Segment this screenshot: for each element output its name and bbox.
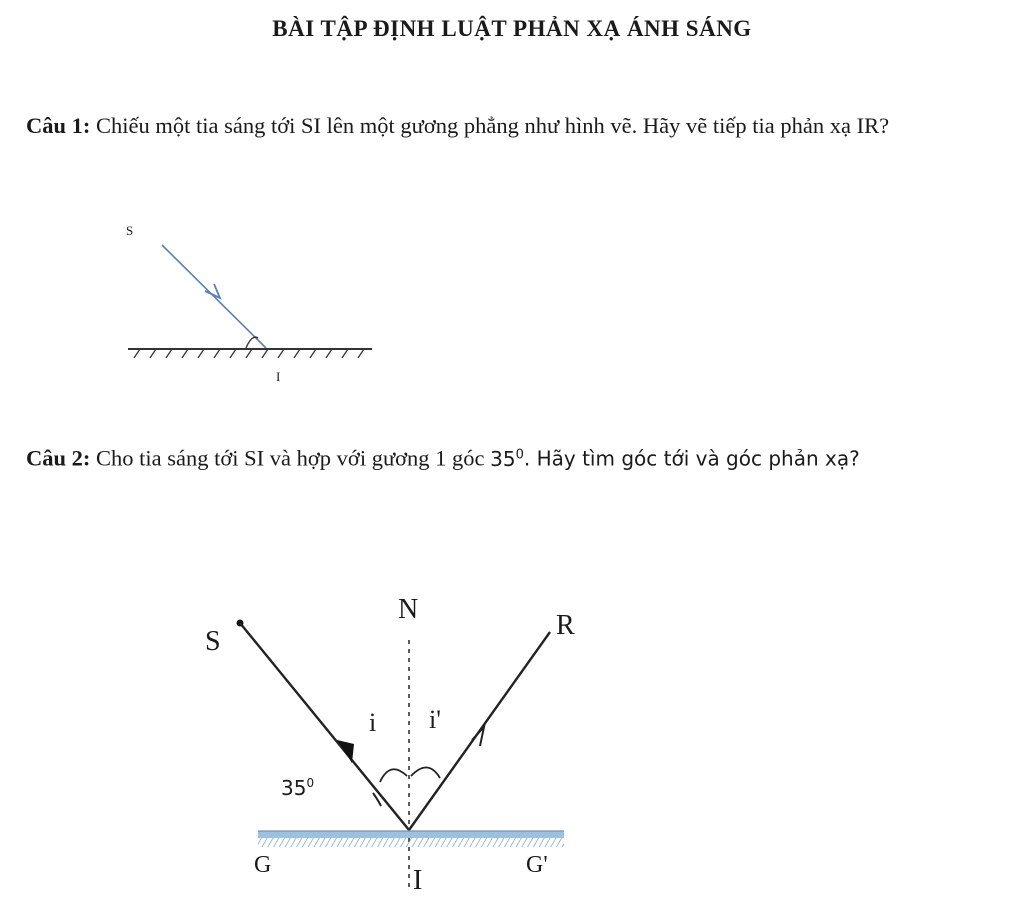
fig1-point-s-label: S [126,223,134,238]
page-title: BÀI TẬP ĐỊNH LUẬT PHẢN XẠ ÁNH SÁNG [272,16,752,41]
question-2-text-after: . Hãy tìm góc tới và góc phản xạ? [523,446,860,471]
fig2-mirror-hatching [258,838,564,847]
question-2-angle-value: 35 [490,446,516,471]
fig2-point-i-label: I [413,865,423,896]
fig2-point-s-label: S [205,626,221,657]
fig2-point-r-label: R [556,610,575,641]
fig2-mirror-surface [258,831,564,838]
question-2-text-before: Cho tia sáng tới SI và hợp với gương 1 góc [96,445,485,471]
fig2-incident-ray [240,623,409,830]
fig2-normal-n-label: N [398,594,419,625]
fig2-incident-arrow [337,740,354,763]
fig2-reflected-arrow [472,727,484,746]
fig2-mirror-g-prime-label: G' [526,852,548,878]
fig2-angle-35-label: $35^0$ [281,776,315,800]
fig2-angle-i-label: i [369,708,377,737]
question-1-label: Câu 1: [26,113,91,138]
fig1-incident-ray [162,245,266,348]
fig1-mirror-hatching [134,349,364,358]
fig1-point-i-label: I [276,369,281,384]
fig2-angle-i-prime-arc [411,767,440,778]
fig2-mirror-g-label: G [254,852,272,878]
figure-1 [126,223,372,384]
fig2-angle-i-prime-label: i' [429,705,441,734]
question-2-angle-unit: 0 [515,447,524,462]
fig2-angle-i-arc [380,769,407,782]
figure-2 [205,594,575,896]
question-2-label: Câu 2: [26,445,91,471]
question-1-text: Chiếu một tia sáng tới SI lên một gương phẳng như hình vẽ. Hãy vẽ tiếp tia phản xạ IR? [96,113,890,138]
